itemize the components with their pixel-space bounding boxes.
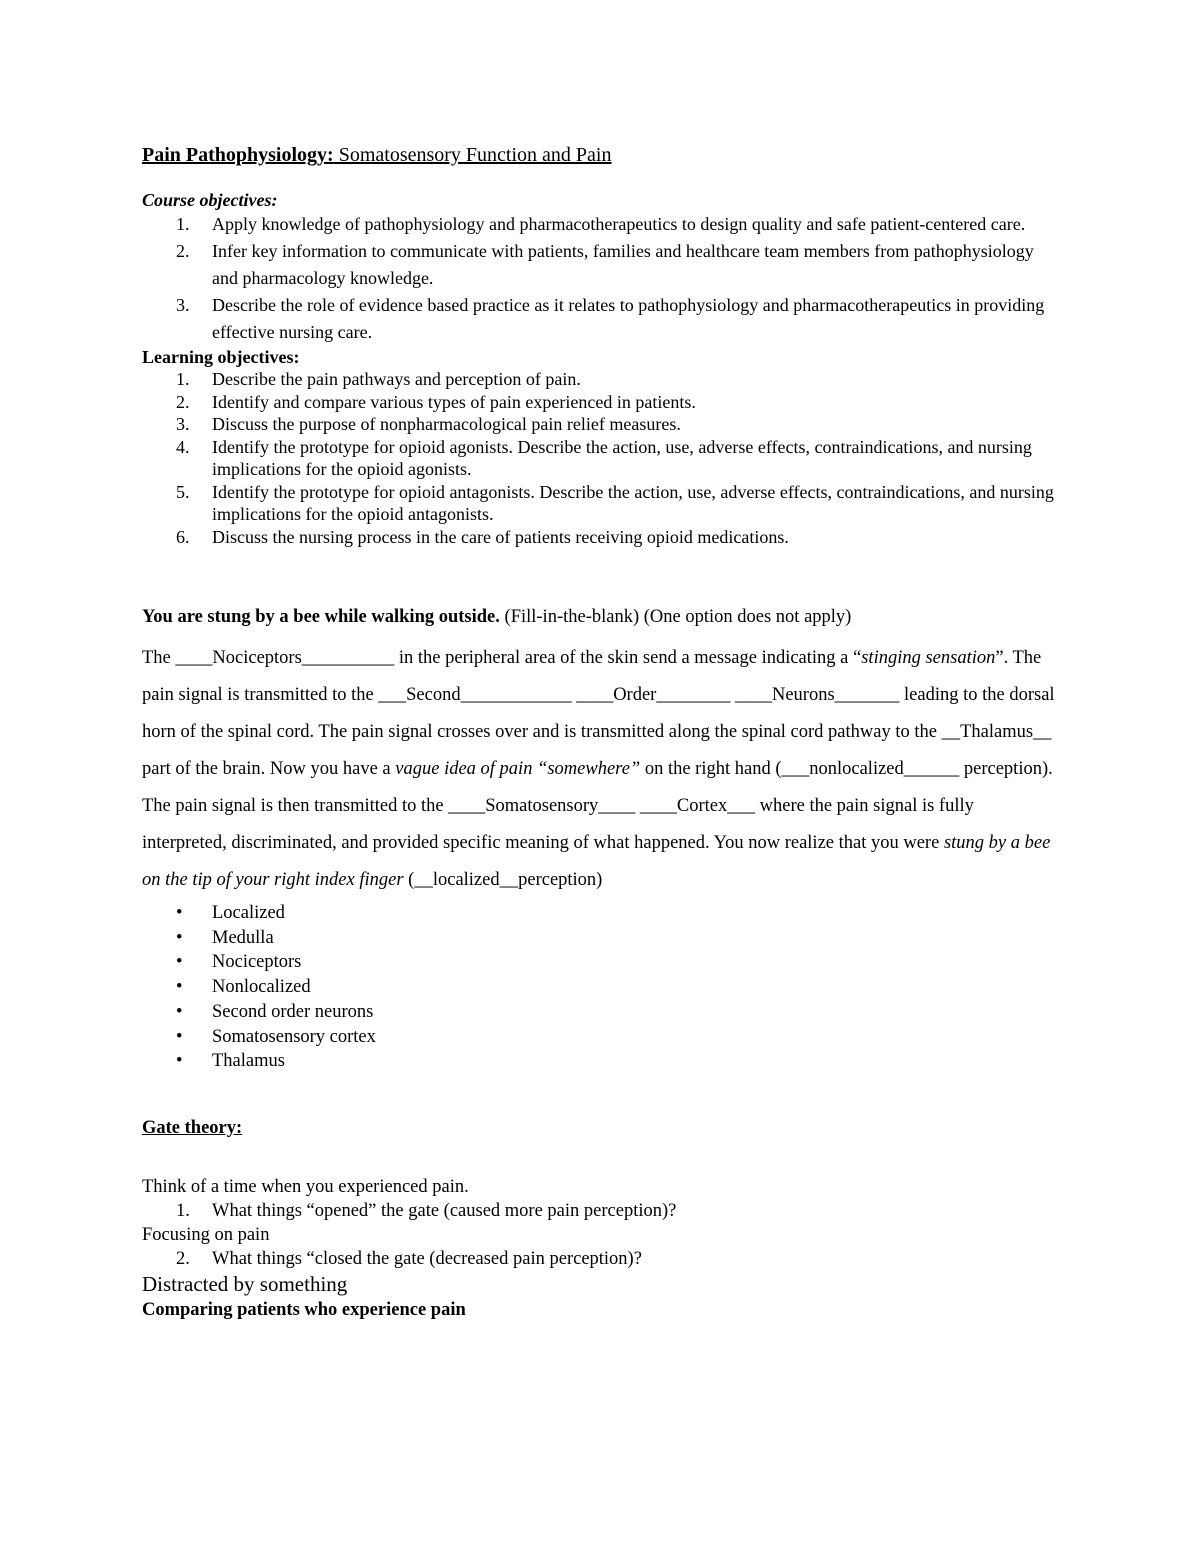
list-number: 1.: [176, 214, 190, 234]
blank-answer: ___nonlocalized______: [781, 759, 960, 779]
blank-answer: ___Second____________ ____Order________ ____Neurons_______: [378, 685, 900, 705]
blank-answer: __localized__: [414, 870, 519, 890]
title-subtitle: Somatosensory Function and Pain: [333, 144, 612, 166]
question-text: What things “closed the gate (decreased pain perception)?: [212, 1248, 642, 1269]
option-text: Somatosensory cortex: [212, 1026, 376, 1047]
list-item: [142, 238, 1062, 292]
question-bold: You are stung by a bee while walking outside.: [142, 607, 500, 627]
option-text: Second order neurons: [212, 1001, 374, 1022]
list-number: 5.: [176, 481, 190, 502]
list-item: [142, 436, 1062, 481]
list-item: [142, 391, 1062, 414]
gate-intro: Think of a time when you experienced pain.: [142, 1176, 469, 1197]
blank-answer: ____Somatosensory____ ____Cortex___: [448, 796, 755, 816]
gate-theory-heading: Gate theory:: [142, 1117, 243, 1138]
list-text: Discuss the purpose of nonpharmacological pain relief measures.: [212, 414, 681, 434]
bullet-icon: •: [176, 1051, 183, 1072]
option-text: Localized: [212, 903, 285, 923]
title-bold: Pain Pathophysiology:: [142, 144, 334, 166]
list-item: [142, 413, 1062, 436]
list-number: 3.: [176, 414, 190, 434]
list-number: 4.: [176, 436, 190, 457]
list-item: [142, 1025, 1062, 1050]
list-text: Describe the role of evidence based practice as it relates to pathophysiology and pharmacotherapeutics in providing effective nursing care.: [212, 295, 1045, 342]
course-objectives-list: [142, 211, 1062, 346]
list-text: Infer key information to communicate with patients, families and healthcare team members from pathophysiology and pharmacology knowledge.: [212, 241, 1034, 288]
paragraph-text: The: [142, 648, 176, 668]
list-item: [142, 481, 1062, 526]
paragraph-italic: stung by a bee on the tip of your right index finger: [142, 833, 1051, 890]
paragraph-italic: stinging sensation: [861, 648, 996, 668]
list-item: [142, 1049, 1062, 1074]
blank-answer: ____Nociceptors__________: [175, 648, 395, 668]
list-item: [142, 1199, 1062, 1223]
learning-objectives-heading: Learning objectives:: [142, 347, 300, 367]
paragraph-text: perception). The pain signal is then transmitted to the: [142, 759, 1053, 816]
list-text: Describe the pain pathways and perception of pain.: [212, 369, 581, 389]
list-number: 1.: [176, 369, 190, 389]
gate-question-2: [142, 1247, 1062, 1271]
paragraph-text: in the peripheral area of the skin send a message indicating a “: [394, 648, 862, 668]
bullet-icon: •: [176, 952, 183, 973]
list-item: [142, 901, 1062, 926]
list-number: 1.: [176, 1200, 190, 1221]
page-title: [142, 144, 1062, 167]
gate-answer-2: Distracted by something: [142, 1271, 348, 1296]
paragraph-text: leading to the dorsal horn of the spinal cord. The pain signal crosses over and is transmitted along the spinal cord pathway to the: [142, 685, 1055, 742]
bullet-icon: •: [176, 927, 183, 948]
list-text: Identify the prototype for opioid agonists. Describe the action, use, adverse effects, contraindications, and nursing implications for the opioid agonists.: [212, 436, 1032, 479]
blank-answer: __Thalamus__: [941, 722, 1052, 742]
bullet-icon: •: [176, 1026, 183, 1047]
list-item: [142, 526, 1062, 549]
bullet-icon: •: [176, 977, 183, 998]
comparing-heading: Comparing patients who experience pain: [142, 1299, 466, 1320]
fill-in-paragraph: [142, 640, 1062, 899]
gate-question-1: [142, 1199, 1062, 1223]
question-text: What things “opened” the gate (caused more pain perception)?: [212, 1200, 677, 1221]
paragraph-text: (: [403, 870, 415, 890]
learning-objectives-list: [142, 368, 1062, 548]
paragraph-text: on the right hand (: [640, 759, 782, 779]
question-instructions: (Fill-in-the-blank) (One option does not apply): [499, 607, 852, 627]
bullet-icon: •: [176, 1001, 183, 1022]
list-text: Apply knowledge of pathophysiology and pharmacotherapeutics to design quality and safe patient-centered care.: [212, 214, 1026, 234]
bullet-icon: •: [176, 903, 183, 923]
option-text: Medulla: [212, 927, 274, 948]
list-text: Identify the prototype for opioid antagonists. Describe the action, use, adverse effects, contraindications, and nursing implications for the opioid antagonists.: [212, 481, 1054, 524]
option-text: Nociceptors: [212, 952, 302, 973]
paragraph-italic: vague idea of pain “somewhere”: [395, 759, 641, 779]
list-item: [142, 1247, 1062, 1271]
gate-answer-1: Focusing on pain: [142, 1224, 270, 1245]
scenario-question: [142, 604, 1062, 630]
list-number: 2.: [176, 1248, 190, 1269]
list-item: [142, 1000, 1062, 1025]
list-text: Discuss the nursing process in the care of patients receiving opioid medications.: [212, 526, 789, 547]
list-item: [142, 292, 1062, 346]
answer-options-list: [142, 901, 1062, 1074]
paragraph-text: ”. The pain signal is transmitted to the: [142, 648, 1042, 705]
list-number: 2.: [176, 391, 190, 412]
option-text: Thalamus: [212, 1051, 285, 1072]
list-item: [142, 950, 1062, 975]
list-item: [142, 975, 1062, 1000]
list-number: 6.: [176, 526, 190, 547]
list-text: Identify and compare various types of pain experienced in patients.: [212, 391, 696, 412]
list-number: 2.: [176, 241, 190, 261]
list-item: [142, 926, 1062, 951]
list-number: 3.: [176, 295, 190, 315]
document-page: [142, 140, 1062, 1323]
course-objectives-heading: Course objectives:: [142, 190, 278, 210]
option-text: Nonlocalized: [212, 977, 311, 998]
paragraph-text: perception): [518, 870, 603, 890]
list-item: [142, 368, 1062, 391]
paragraph-text: part of the brain. Now you have a: [142, 759, 396, 779]
list-item: [142, 211, 1062, 238]
paragraph-text: where the pain signal is fully interpreted, discriminated, and provided specific meaning of what happened. You now realize that you were: [142, 796, 974, 853]
